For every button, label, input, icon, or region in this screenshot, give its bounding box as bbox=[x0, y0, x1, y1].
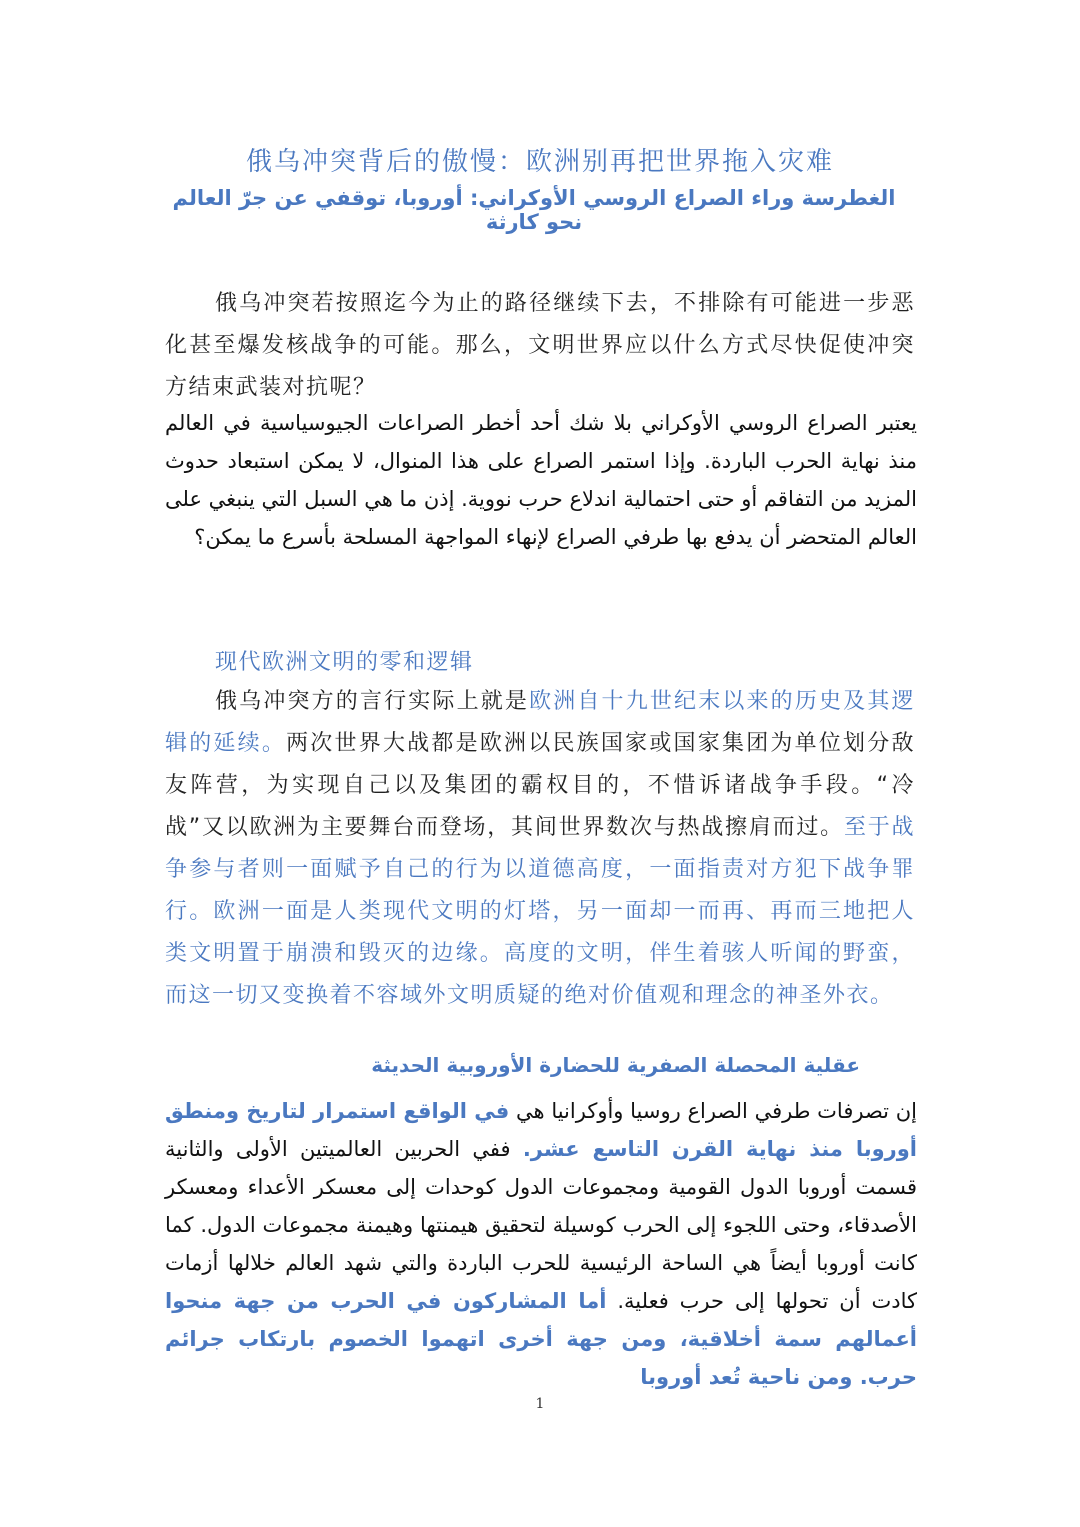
section-paragraph-chinese bbox=[165, 681, 915, 1017]
ar-text-plain-2: ففي الحربين العالميتين الأولى والثانية قسمت أوروبا الدول القومية ومجموعات الدول كوحدات إلى معسكر الأعداء ومعسكر الأصدقاء، وحتى اللجوء إلى الحرب كوسيلة لتحقيق هيمنتها وهيمنة مجموعات الدول. كما كانت أوروبا أيضاً هي الساحة الرئيسية للحرب الباردة والتي شهد العالم خلالها أزمات كادت أن تحولها إلى حرب فعلية. bbox=[165, 1137, 917, 1313]
zh-text-highlight-1: 欧洲自十九世纪末以来的历史及其逻辑的延续。 bbox=[165, 689, 915, 756]
zh-text-highlight-2: 至于战争参与者则一面赋予自己的行为以道德高度，一面指责对方犯下战争罪行。欧洲一面是人类现代文明的灯塔，另一面却一而再、再而三地把人类文明置于崩溃和毁灭的边缘。高度的文明，伴生着骇人听闻的野蛮，而这一切又变换着不容域外文明质疑的绝对价值观和理念的神圣外衣。 bbox=[165, 815, 915, 1008]
section-heading-arabic: عقلية المحصلة الصفرية للحضارة الأوروبية الحديثة bbox=[371, 1053, 860, 1077]
title-chinese: 俄乌冲突背后的傲慢：欧洲别再把世界拖入灾难 bbox=[245, 147, 834, 177]
intro-paragraph-chinese: 俄乌冲突若按照迄今为止的路径继续下去，不排除有可能进一步恶化甚至爆发核战争的可能。那么，文明世界应以什么方式尽快促使冲突方结束武装对抗呢？ bbox=[165, 291, 915, 400]
page-number: 1 bbox=[535, 1396, 545, 1412]
section-heading-chinese: 现代欧洲文明的零和逻辑 bbox=[215, 650, 474, 675]
section-paragraph-arabic bbox=[165, 1092, 917, 1396]
zh-text-plain-1: 俄乌冲突方的言行实际上就是 bbox=[215, 689, 530, 714]
title-arabic: الغطرسة وراء الصراع الروسي الأوكراني: أوروبا، توقفي عن جرّ العالم نحو كارثة bbox=[172, 186, 896, 234]
ar-text-plain-1: إن تصرفات طرفي الصراع روسيا وأوكرانيا هي bbox=[509, 1099, 917, 1123]
ar-text-highlight-2: أما المشاركون في الحرب من جهة منحوا أعمالهم سمة أخلاقية، ومن جهة أخرى اتهموا الخصوم بارتكاب جرائم حرب. ومن ناحية تُعد أوروبا bbox=[165, 1289, 917, 1389]
intro-paragraph-arabic: يعتبر الصراع الروسي الأوكراني بلا شك أحد أخطر الصراعات الجيوسياسية في العالم منذ نهاية الحرب الباردة. وإذا استمر الصراع على هذا المنوال، لا يمكن استبعاد حدوث المزيد من التفاقم أو حتى احتمالية اندلاع حرب نووية. إذن ما هي السبل التي ينبغي على العالم المتحضر أن يدفع بها طرفي الصراع لإنهاء المواجهة المسلحة بأسرع ما يمكن؟ bbox=[165, 411, 917, 549]
ar-text-highlight-1: في الواقع استمرار لتاريخ ومنطق أوروبا منذ نهاية القرن التاسع عشر. bbox=[165, 1099, 917, 1161]
zh-text-plain-2: 两次世界大战都是欧洲以民族国家或国家集团为单位划分敌友阵营，为实现自己以及集团的霸权目的，不惜诉诸战争手段。“冷战”又以欧洲为主要舞台而登场，其间世界数次与热战擦肩而过。 bbox=[165, 731, 915, 840]
